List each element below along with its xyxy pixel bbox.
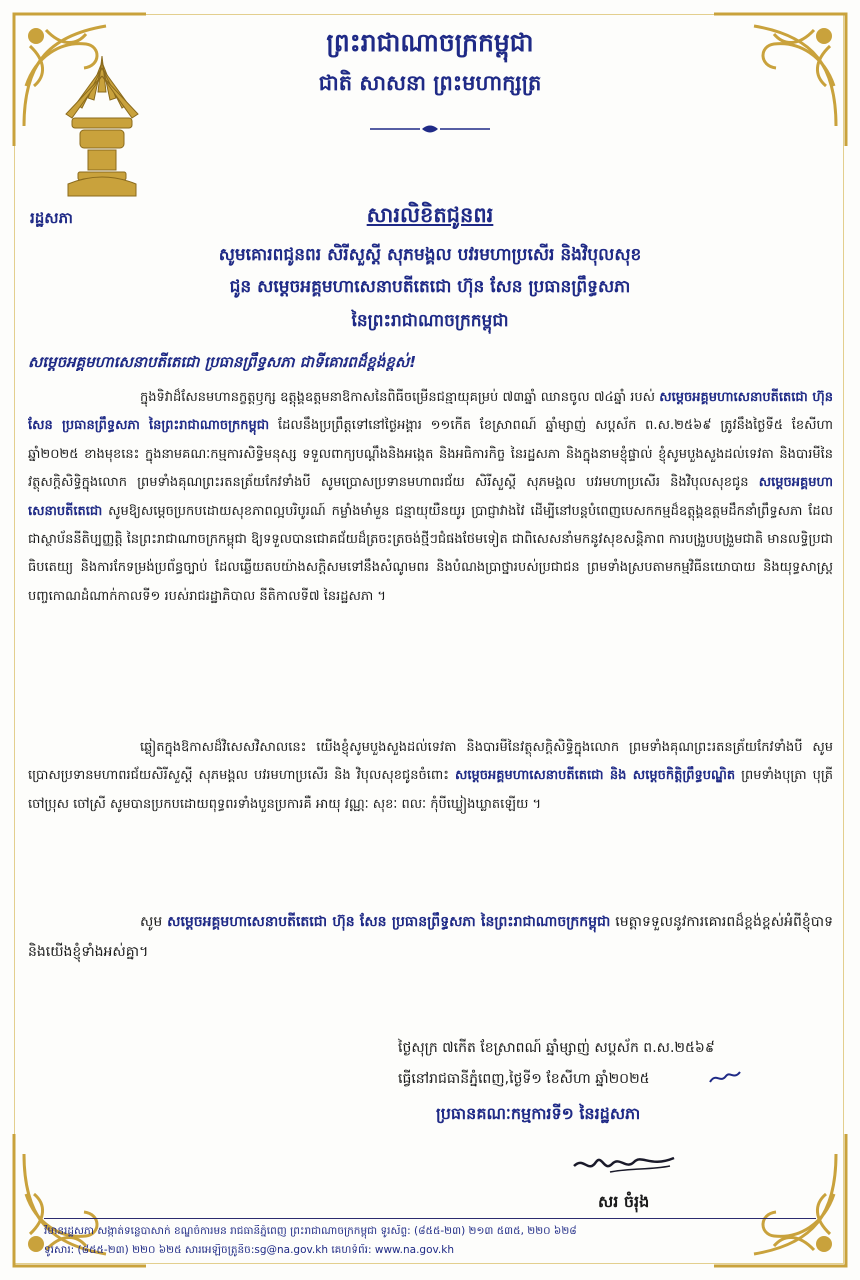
footer-contact: ទូរសារ: (៨៥៥-២៣) ២២០ ៦២៥ សារអេឡិចត្រូនិច:sg@na.gov.kh គេហទំព័រ: www.na.gov.kh bbox=[44, 1244, 454, 1256]
initial-mark bbox=[708, 1068, 742, 1086]
divider-ornament bbox=[370, 122, 490, 136]
signer-title: ប្រធានគណៈកម្មការទី១ នៃរដ្ឋសភា bbox=[436, 1104, 641, 1123]
paragraph-3 bbox=[28, 907, 833, 967]
paragraph-3-part-2: មេត្តាទទួលនូវការគោរពដ៏ខ្ពង់ខ្ពស់អំពីខ្ញុំបាទ និងយើងខ្ញុំទាំងអស់គ្នា។ bbox=[28, 914, 833, 960]
paragraph-1-part-3: សូមឱ្យសម្តេចប្រកបដោយសុខភាពល្អបរិបូរណ៍ កម្លាំងមាំមួន ជន្មាយុយឺនយូរ ប្រាជ្ញាវាងវៃ ដើម្បីនៅបន្តបំពេញបេសកកម្មដ៏ឧត្តុង្គឧត្តមដឹកនាំព្រឹទ្ធសភា ដែលជាស្ថាប័ននីតិប្បញ្ញត្តិ នៃព្រះរាជាណាចក្រកម្ពុជា ឱ្យទទួលបានជោគជ័យដ៏ត្រចះត្រចង់ថ្មីៗជំផងថែមទៀត ជាពិសេសនាំមកនូវសុខសន្តិភាព ការបង្រួបបង្រួមជាតិ មានលទ្ធិប្រជាធិបតេយ្យ និងការកែទម្រង់ប្រព័ន្ធច្បាប់ ដែលឆ្លើយតបយ៉ាងសក្តិសមទៅនឹងសំណូមពរ និងបំណងប្រាថ្នារបស់ប្រជាជន ព្រមទាំងស្របតាមកម្មវិធីនយោបាយ និងយុទ្ធសាស្ត្របញ្ចកោណដំណាក់កាលទី១ របស់រាជរដ្ឋាភិបាល នីតិកាលទី៧ នៃរដ្ឋសភា ។ bbox=[28, 503, 833, 604]
paragraph-1-part-1: ក្នុងទិវាដ៏សែនមហានក្ខត្តឫក្ស ឧត្តុង្គឧត្តមនាឱកាសនៃពិធីចម្រើនជន្មាយុគម្រប់ ៧៣ឆ្នាំ ឈានចូល ៧៤ឆ្នាំ របស់ bbox=[140, 390, 656, 405]
national-motto: ជាតិ សាសនា ព្រះមហាក្សត្រ bbox=[318, 71, 542, 95]
subtitle-line-1: សូមគោរពជូនពរ សិរីសួស្តី សុភមង្គល បវរមហាប្រសើរ និងវិបុលសុខ bbox=[218, 245, 642, 265]
paragraph-2 bbox=[28, 734, 833, 886]
document-title: សារលិខិតជូនពរ bbox=[366, 203, 494, 227]
footer-address: វិមានរដ្ឋសភា សង្កាត់ទន្លេបាសាក់ ខណ្ឌចំការមន រាជធានីភ្នំពេញ ព្រះរាជាណាចក្រកម្ពុជា ទូរស័ព្ទ: (៨៥៥-២៣) ២១៣ ៥៣៥, ២២០ ៦២៨ bbox=[44, 1225, 577, 1237]
kingdom-heading: ព្រះរាជាណាចក្រកម្ពុជា bbox=[326, 28, 534, 57]
paragraph-2-part-2: ព្រមទាំងបុត្រា បុត្រី ចៅប្រុស ចៅស្រី សូមបានប្រកបដោយពុទ្ធពរទាំងបួនប្រការគឺ អាយុ វណ្ណៈ សុខៈ ពលៈ កុំបីឃ្លៀងឃ្លាតឡើយ ។ bbox=[28, 768, 833, 812]
paragraph-1-part-2: ដែលនឹងប្រព្រឹត្តទៅនៅថ្ងៃអង្គារ ១១កើត ខែស្រាពណ៍ ឆ្នាំម្សាញ់ សប្តស័ក ព.ស.២៥៦៩ ត្រូវនឹងថ្ងៃទី៥ ខែសីហា ឆ្នាំ២០២៥ ខាងមុខនេះ ក្នុងនាមគណៈកម្មការសិទ្ធិមនុស្ស ទទួលពាក្យបណ្តឹងនិងអង្កេត និងអធិការកិច្ច នៃរដ្ឋសភា និងក្នុងនាមខ្ញុំផ្ទាល់ ខ្ញុំសូមបួងសួងដល់ទេវតា និងបារមីនៃវត្ថុសក្តិសិទ្ធិក្នុងលោក ព្រមទាំងគុណព្រះរតនត្រ័យកែវទាំងបី សូមប្រោសប្រទានមហាពរជ័យ សិរីសួស្តី សុភមង្គល បវរមហាប្រសើរ និងវិបុលសុខជូន bbox=[28, 418, 833, 491]
paragraph-2-names: សម្តេចអគ្គមហាសេនាបតីតេជោ និង សម្តេចកិត្តិព្រឹទ្ធបណ្ឌិត bbox=[454, 768, 736, 784]
salutation: សម្តេចអគ្គមហាសេនាបតីតេជោ ប្រធានព្រឹទ្ធសភា ជាទីគោរពដ៏ខ្ពង់ខ្ពស់! bbox=[28, 353, 417, 371]
handwritten-signature bbox=[570, 1144, 680, 1184]
paragraph-3-name: សម្តេចអគ្គមហាសេនាបតីតេជោ ហ៊ុន សែន ប្រធានព្រឹទ្ធសភា នៃព្រះរាជាណាចក្រកម្ពុជា bbox=[167, 914, 611, 930]
footer-divider bbox=[44, 1218, 816, 1219]
solar-date: ធ្វើនៅរាជធានីភ្នំពេញ,ថ្ងៃទី១ ខែសីហា ឆ្នាំ២០២៥ bbox=[398, 1071, 650, 1087]
paragraph-2-part-1: ឆ្លៀតក្នុងឱកាសដ៏វិសេសវិសាលនេះ យើងខ្ញុំសូមបួងសួងដល់ទេវតា និងបារមីនៃវត្ថុសក្តិសិទ្ធិក្នុងលោក ព្រមទាំងគុណព្រះរតនត្រ័យកែវទាំងបី សូមប្រោសប្រទានមហាពរជ័យសិរីសួស្តី សុភមង្គល បវរមហាប្រសើរ និង វិបុលសុខជូនចំពោះ bbox=[28, 740, 833, 784]
paragraph-1 bbox=[28, 384, 833, 724]
subtitle-line-3: នៃព្រះរាជាណាចក្រកម្ពុជា bbox=[351, 311, 509, 331]
paragraph-3-part-1: សូម bbox=[140, 914, 163, 930]
paragraph-1-name-2: សម្តេចអគ្គមហាសេនាបតីតេជោ bbox=[28, 475, 833, 519]
lunar-date: ថ្ងៃសុក្រ ៧កើត ខែស្រាពណ៍ ឆ្នាំម្សាញ់ សប្តស័ក ព.ស.២៥៦៩ bbox=[398, 1040, 715, 1056]
paragraph-1-name: សម្តេចអគ្គមហាសេនាបតីតេជោ ហ៊ុន សែន ប្រធានព្រឹទ្ធសភា នៃព្រះរាជាណាចក្រកម្ពុជា bbox=[28, 390, 833, 434]
signer-name: សរ ចំរុង bbox=[598, 1192, 650, 1211]
subtitle-line-2: ជូន សម្តេចអគ្គមហាសេនាបតីតេជោ ហ៊ុន សែន ប្រធានព្រឹទ្ធសភា bbox=[229, 277, 631, 297]
parliament-emblem-icon bbox=[58, 52, 146, 202]
issuer-label: រដ្ឋសភា bbox=[30, 209, 73, 227]
